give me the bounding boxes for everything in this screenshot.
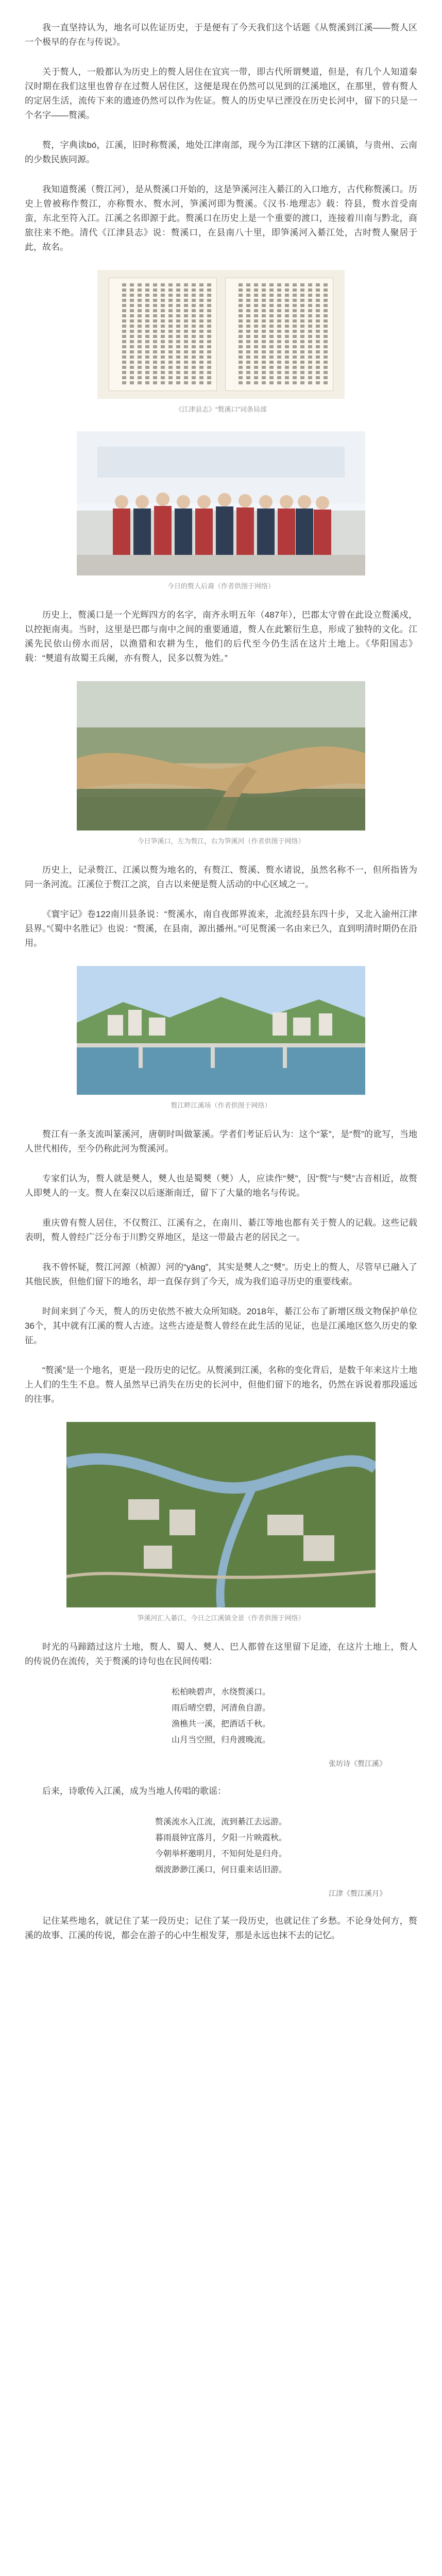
paragraph-4: 我知道赘溪（赘江河），是从赘溪口开始的，这是笋溪河注入綦江的入口地方，古代称赘溪口。历史上曾被称作赘江，亦称赘水、赘水河，笋溪河即为赘溪。《汉书·地理志》载：符县，赘水首受南蛮，东北至符入江。江溪之名即源于此。赘溪口在历史上是一个重要的渡口，连接着川南与黔北，商旅往来不绝。清代《江津县志》说：赘溪口，在县南八十里，即笋溪河入綦江处，古时赘人聚居于此，故名。 xyxy=(25,184,417,252)
paragraph-7: 《寰宇记》卷122南川县条说：“赘溪水，南自夜郎界流来，北流经县东四十步，又北入渝州江津县界。”《蜀中名胜记》也说：“赘溪，在县南，源出播州。”可见赘溪一名由来已久，直到明清时期仍在沿用。 xyxy=(25,909,417,948)
river-illustration xyxy=(77,681,365,831)
figure-descendants xyxy=(25,431,417,590)
poem-line: 暮雨晨钟宜落月，夕阳一片映霞秋。 xyxy=(155,1834,287,1842)
poem-line: 今朝举杯邀明月，不知何处是归舟。 xyxy=(155,1850,287,1858)
paragraph-9: 专家们认为，赘人就是僰人，僰人也是蜀僰（僰）人，应读作“僰”，因“赘”与“僰”古音相近，故赘人即僰人的一支。赘人在秦汉以后逐渐南迁，留下了大量的地名与传说。 xyxy=(25,1174,417,1198)
poem-line: 雨后晴空碧，河清鱼自游。 xyxy=(171,1704,270,1713)
river-aerial-photo xyxy=(77,681,365,831)
figure-county-annals xyxy=(25,270,417,414)
paragraph-6: 历史上，记录赘江、江溪以赘为地名的，有赘江、赘溪、赘水诸说，虽然名称不一，但所指皆为同一条河流。江溪位于赘江之滨，自古以来便是赘人活动的中心区域之一。 xyxy=(25,865,417,889)
figure-jiangxi-town xyxy=(25,966,417,1110)
poem-2 xyxy=(25,1814,417,1878)
paragraph-8: 赘江有一条支流叫篆溪河，唐朝时叫做篆溪。学者们考证后认为：这个“篆”，是“赘”的讹写，当地人世代相传，至今仍称此河为赘溪河。 xyxy=(25,1129,417,1154)
paragraph-closing: 后来，诗歌传入江溪，成为当地人传唱的歌谣： xyxy=(42,1786,226,1796)
paragraph-13: “赘溪”是一个地名，更是一段历史的记忆。从赘溪到江溪，名称的变化背后，是数千年来这片土地上人们的生生不息。赘人虽然早已消失在历史的长河中，但他们留下的地名，仍然在诉说着那段遥远的往事。 xyxy=(25,1365,417,1404)
poem-attribution: 张坊诗《赘江溪》 xyxy=(329,1759,386,1768)
poem-1 xyxy=(25,1684,417,1748)
paragraph-12: 时间来到了今天，赘人的历史依然不被大众所知晓。2018年，綦江公布了新增区级文物保护单位36个，其中就有江溪的赘人古迹。这些古迹是赘人曾经在此生活的见证，也是江溪地区悠久历史的象征。 xyxy=(25,1307,417,1345)
poem-line: 松柏映碧声，水绕赘溪口。 xyxy=(171,1688,270,1697)
paragraph-3: 赘，字典读bó，江溪，旧时称赘溪，地处江津南部，现今为江津区下辖的江溪镇，与贵州、云南的少数民族同源。 xyxy=(25,140,417,164)
paragraph-final: 记住某些地名，就记住了某一段历史；记住了某一段历史，也就记住了乡愁。不论身处何方，赘溪的故事、江溪的传说，都会在游子的心中生根发芽，那是永远也抹不去的记忆。 xyxy=(25,1916,417,1940)
paragraph-11: 我不曾怀疑，赘江河源（桢源）河的“yǎng”，其实是僰人之“僰”。历史上的赘人，尽管早已融入了其他民族，但他们留下的地名，却一直保存到了今天，成为我们追寻历史的重要线索。 xyxy=(25,1262,417,1286)
book-page-right xyxy=(225,278,333,391)
paragraph-5: 历史上，赘溪口是一个光辉四方的名字，南齐永明五年（487年），巴郡太守曾在此设立赘溪戍，以控扼南夷。当时，这里是巴郡与南中之间的重要通道，赘人在此繁衍生息，形成了独特的文化。江溪先民依山傍水而居，以渔猎和农耕为生，他们的后代至今仍生活在这片土地上。《华阳国志》载：“僰道有故蜀王兵阑，亦有赘人，民多以赘为姓。” xyxy=(25,610,417,663)
group-photo xyxy=(77,431,365,575)
figure-caption: 今日的赘人后裔（作者供图于网络） xyxy=(167,582,275,590)
paragraph-14: 时光的马蹄踏过这片土地，赘人、蜀人、僰人、巴人都曾在这里留下足迹，在这片土地上，赘人的传说仍在流传，关于赘溪的诗句也在民间传唱： xyxy=(25,1642,417,1666)
poem-attribution: 江津《赘江溪月》 xyxy=(329,1889,386,1897)
paragraph-intro: 我一直坚持认为，地名可以佐证历史，于是便有了今天我们这个话题《从赘溪到江溪——赘人区一个极早的存在与传说》。 xyxy=(25,23,417,47)
book-photo xyxy=(97,270,345,399)
poem-line: 赘溪流水入江流，流到綦江去远游。 xyxy=(155,1818,287,1826)
people-illustration xyxy=(77,431,365,575)
town-bridge-photo xyxy=(77,966,365,1095)
figure-sunxi-mouth xyxy=(25,681,417,845)
paragraph-10: 重庆曾有赘人居住，不仅赘江、江溪有之，在南川、綦江等地也都有关于赘人的记载。这些记载表明，赘人曾经广泛分布于川黔交界地区，是这一带最古老的居民之一。 xyxy=(25,1218,417,1242)
figure-caption: 《江津县志》“赘溪口”词条局部 xyxy=(175,405,267,413)
poem-line: 山月当空照，归舟渡晚流。 xyxy=(171,1736,270,1744)
figure-panorama xyxy=(25,1422,417,1622)
poem-line: 渔樵共一溪，把酒话千秋。 xyxy=(171,1720,270,1728)
town-illustration xyxy=(77,966,365,1095)
poem-line: 烟波渺渺江溪口，何日重来话旧游。 xyxy=(155,1866,287,1874)
panorama-illustration xyxy=(66,1422,376,1607)
figure-caption: 笋溪河汇入綦江，今日之江溪镇全景（作者供图于网络） xyxy=(137,1614,305,1622)
figure-caption: 赘江畔江溪场（作者供图于网络） xyxy=(171,1101,271,1109)
paragraph-2: 关于赘人，一般都认为历史上的赘人居住在宜宾一带，即古代所谓僰道，但是，有几个人知道秦汉时期在我们这里也曾存在过赘人居住区，这便是现在仍然可以见到的江溪地区，在那里，曾有赘人的定居生活，流传下来的遗迹仍然可以作为佐证。赘人的历史早已湮没在历史长河中，留下的只是一个名字——赘溪。 xyxy=(25,67,417,120)
panorama-photo xyxy=(66,1422,376,1607)
figure-caption: 今日笋溪口，左为赘江，右为笋溪河（作者供图于网络） xyxy=(137,837,305,845)
book-page-left xyxy=(109,278,217,391)
